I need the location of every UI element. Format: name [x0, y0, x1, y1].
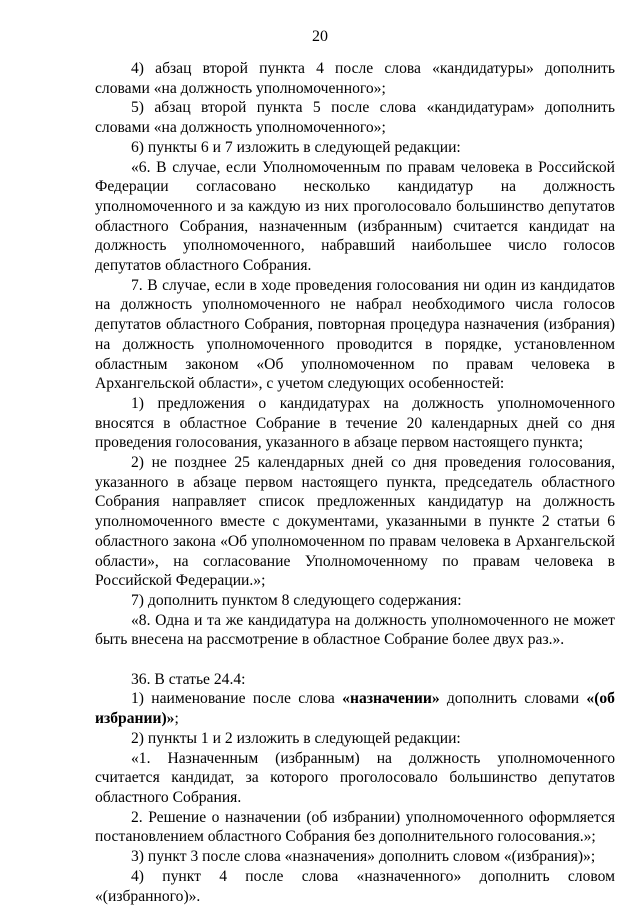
text-run: 1) наименование после слова	[131, 690, 343, 708]
paragraph: 3) пункт 3 после слова «назначения» дополнить словом «(избрания)»;	[131, 848, 596, 866]
paragraph: «6. В случае, если Уполномоченным по правам человека в Российской Федерации согласовано несколько кандидатур на должность уполномоченного и за каждую из них проголосовало большинство депутатов областного Собрания, назначенным (избранным) считается кандидат на должность уполномоченного, набравший наибольшее число голосов депутатов областного Собрания.	[95, 158, 615, 275]
paragraph: 1) предложения о кандидатурах на должность уполномоченного вносятся в областное Собрание в течение 20 календарных дней со дня проведения голосования, указанного в абзаце первом настоящего пункта;	[95, 394, 615, 452]
paragraph: «1. Назначенным (избранным) на должность уполномоченного считается кандидат, за которого проголосовало большинство депутатов областного Собрания.	[95, 749, 615, 806]
text-run: ;	[174, 710, 179, 728]
paragraph: 6) пункты 6 и 7 изложить в следующей редакции:	[131, 138, 461, 156]
paragraph-spacer	[95, 650, 615, 670]
document-body	[95, 59, 615, 906]
paragraph: 2) пункты 1 и 2 изложить в следующей редакции:	[131, 729, 461, 747]
text-run: дополнить словами	[439, 690, 587, 708]
paragraph: 4) абзац второй пункта 4 после слова «кандидатуры» дополнить словами «на должность уполномоченного»;	[95, 60, 615, 97]
paragraph	[95, 689, 615, 728]
paragraph: 4) пункт 4 после слова «назначенного» дополнить словом «(избранного)».	[95, 867, 615, 905]
paragraph: 7. В случае, если в ходе проведения голосования ни один из кандидатов на должность уполномоченного не набрал необходимого числа голосов депутатов областного Собрания, повторная процедура назначения (избрания) на должность уполномоченного проводится в порядке, установленном областным законом «Об уполномоченном по правам человека в Архангельской области», с учетом следующих особенностей:	[95, 276, 615, 393]
bold-text: «(об избрании)»	[95, 690, 615, 728]
paragraph: 7) дополнить пунктом 8 следующего содержания:	[131, 591, 462, 609]
paragraph: 2. Решение о назначении (об избрании) уполномоченного оформляется постановлением областного Собрания без дополнительного голосования.»;	[95, 808, 615, 846]
article-heading: 36. В статье 24.4:	[131, 670, 246, 688]
paragraph: «8. Одна и та же кандидатура на должность уполномоченного не может быть внесена на рассмотрение в областное Собрание более двух раз.».	[95, 611, 615, 649]
page-number: 20	[312, 28, 328, 45]
paragraph: 5) абзац второй пункта 5 после слова «кандидатурам» дополнить словами «на должность уполномоченного»;	[95, 99, 615, 137]
bold-text: «назначении»	[342, 690, 440, 708]
paragraph: 2) не позднее 25 календарных дней со дня проведения голосования, указанного в абзаце первом настоящего пункта, председатель областного Собрания направляет список предложенных кандидатур на должность уполномоченного вместе с документами, указанными в пункте 2 статьи 6 областного закона «Об уполномоченном по правам человека в Архангельской области», на согласование Уполномоченному по правам человека в Российской Федерации.»;	[95, 454, 615, 590]
